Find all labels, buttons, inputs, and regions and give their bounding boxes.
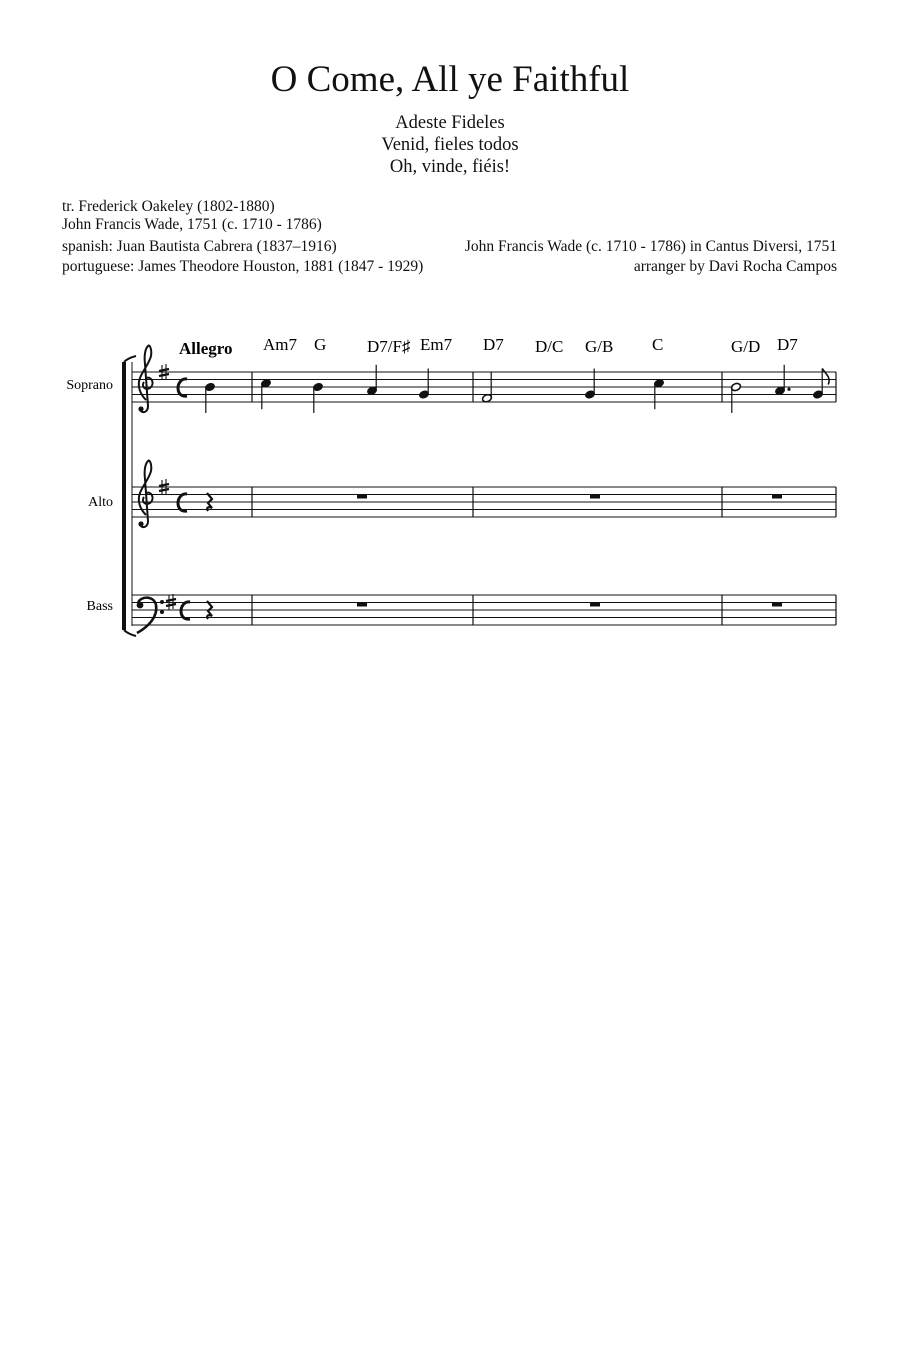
whole-rest-icon — [357, 495, 367, 499]
chord-symbol: G/D — [731, 337, 761, 356]
chord-symbol: D/C — [535, 337, 564, 356]
song-title: O Come, All ye Faithful — [270, 59, 630, 100]
whole-rest-icon — [357, 603, 367, 607]
subtitle-latin: Adeste Fideles — [395, 113, 505, 133]
chord-symbol: D7/F♯ — [367, 337, 411, 356]
chord-symbols — [263, 335, 798, 356]
chord-symbol: G/B — [585, 337, 614, 356]
common-time-icon — [178, 379, 187, 396]
tempo-marking: Allegro — [179, 339, 233, 358]
chord-symbol: G — [314, 335, 327, 354]
subtitle-spanish: Venid, fieles todos — [381, 135, 519, 155]
common-time-icon — [178, 494, 187, 511]
whole-rest-icon — [590, 603, 600, 607]
whole-rest-icon — [772, 603, 782, 607]
staff-alto — [132, 461, 836, 527]
chord-symbol: D7 — [777, 335, 798, 354]
staff-label-soprano: Soprano — [66, 378, 113, 393]
common-time-icon — [181, 602, 190, 619]
credit-translator: tr. Frederick Oakeley (1802-1880) — [62, 198, 275, 215]
credit-composer: John Francis Wade (c. 1710 - 1786) in Cantus Diversi, 1751 — [464, 238, 837, 255]
chord-symbol: C — [652, 335, 664, 354]
subtitle-portuguese: Oh, vinde, fiéis! — [389, 157, 511, 177]
credit-author: John Francis Wade, 1751 (c. 1710 - 1786) — [62, 216, 322, 233]
chord-symbol: Em7 — [420, 335, 453, 354]
staff-label-bass: Bass — [86, 599, 113, 614]
system-bracket — [124, 356, 136, 636]
whole-rest-icon — [772, 495, 782, 499]
staff-bass — [132, 594, 836, 633]
whole-rest-icon — [590, 495, 600, 499]
credit-arranger: arranger by Davi Rocha Campos — [633, 258, 837, 275]
credit-spanish: spanish: Juan Bautista Cabrera (1837–1916) — [62, 238, 337, 255]
note-flag — [822, 369, 829, 385]
chord-symbol: Am7 — [263, 335, 297, 354]
chord-symbol: D7 — [483, 335, 504, 354]
credit-portuguese: portuguese: James Theodore Houston, 1881 (1847 - 1929) — [62, 258, 424, 275]
augmentation-dot — [787, 388, 790, 391]
staff-label-alto: Alto — [88, 495, 113, 510]
